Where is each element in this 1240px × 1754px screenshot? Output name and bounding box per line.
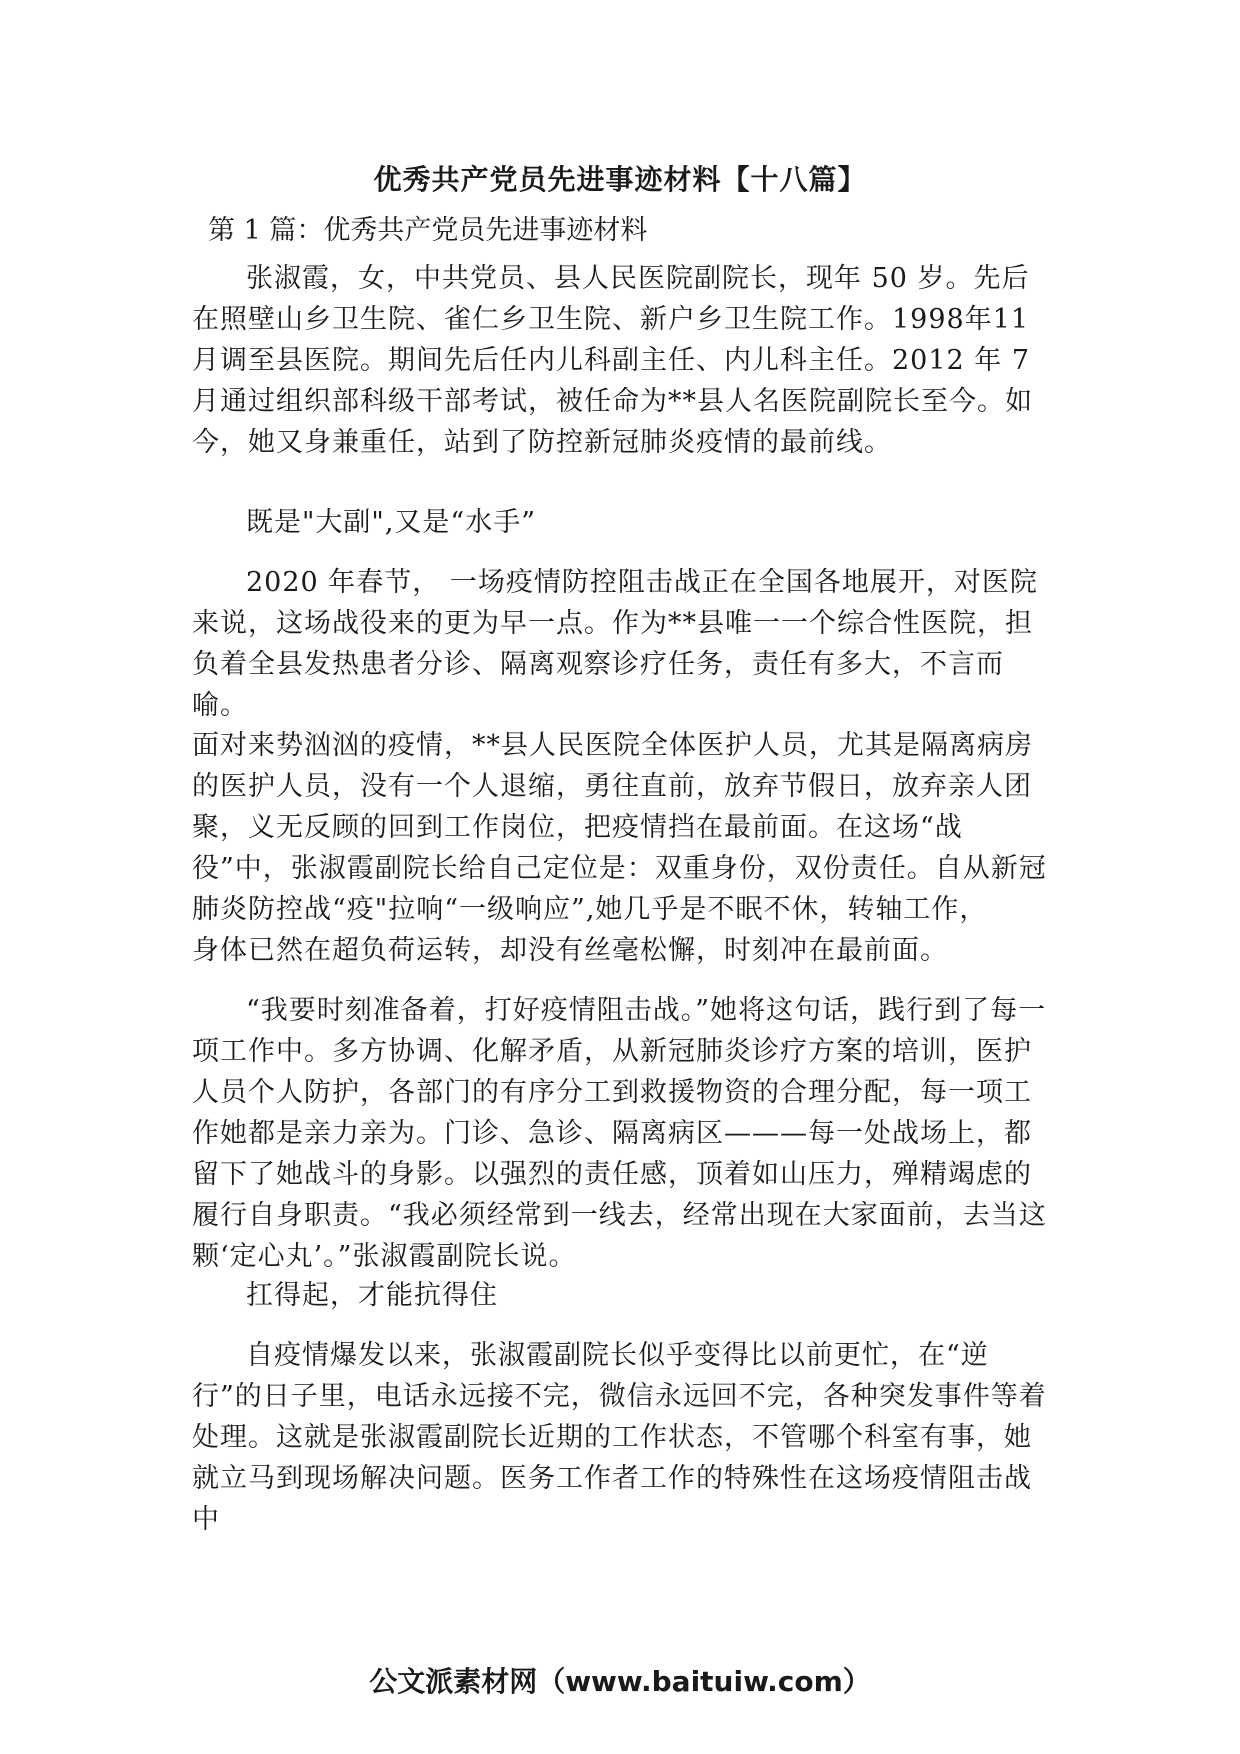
paragraph-always-ready: “我要时刻准备着，打好疫情阻击战。”她将这句话，践行到了每一项工作中。多方协调、化解矛盾，从新冠肺炎诊疗方案的培训，医护人员个人防护，各部门的有序分工到救援物资的合理分配，每一项工作她都是亲力亲为。门诊、急诊、隔离病区———每一处战场上，都留下了她战斗的身影。以强烈的责任感，顶着如山压力，殚精竭虑的履行自身职责。“我必须经常到一线去，经常出现在大家面前，去当这颗‘定心丸’。”张淑霞副院长说。 — [192, 995, 1047, 1272]
section-heading-1: 既是"大副",又是“水手” — [246, 507, 537, 538]
paragraph-since-outbreak: 自疫情爆发以来，张淑霞副院长似乎变得比以前更忙，在“逆行”的日子里，电话永远接不完，微信永远回不完，各种突发事件等着处理。这就是张淑霞副院长近期的工作状态，不管哪个科室有事，她就立马到现场解决问题。医务工作者工作的特殊性在这场疫情阻击战中 — [192, 1340, 1047, 1535]
paragraph-spring-festival: 2020 年春节， 一场疫情防控阻击战正在全国各地展开，对医院 来说，这场战役来的更为早一点。作为**县唯一一个综合性医院，担 负着全县发热患者分诊、隔离观察诊疗任务，责任有多大，不言而喻。 — [192, 567, 1038, 721]
paragraph-facing-epidemic: 面对来势汹汹的疫情，**县人民医院全体医护人员，尤其是隔离病房的医护人员，没有一个人退缩，勇往直前，放弃节假日，放弃亲人团聚，义无反顾的回到工作岗位，把疫情挡在最前面。在这场“战役”中，张淑霞副院长给自己定位是：双重身份，双份责任。自从新冠肺炎防控战“疫"拉响“一级响应”,她几乎是不眠不休，转轴工作， — [192, 730, 1047, 925]
chapter-heading: 第 1 篇：优秀共产党员先进事迹材料 — [208, 215, 648, 246]
section-heading-2: 扛得起，才能抗得住 — [246, 1280, 498, 1311]
footer-source-credit: 公文派素材网（www.baituiw.com） — [369, 1665, 871, 1698]
paragraph-intro: 张淑霞，女，中共党员、县人民医院副院长，现年 50 岁。先后 在照壁山乡卫生院、雀仁乡卫生院、新户乡卫生院工作。1998年11 月调至县医院。期间先后任内儿科副主任、内儿科主任。2012 年 7 月通过组织部科级干部考试，被任命为**县人名医院副院长至今。如 今，她又身兼重任，站到了防控新冠肺炎疫情的最前线。 — [192, 263, 1033, 458]
document-title: 优秀共产党员先进事迹材料【十八篇】 — [373, 163, 867, 196]
paragraph-overload: 身体已然在超负荷运转，却没有丝毫松懈，时刻冲在最前面。 — [192, 935, 948, 966]
